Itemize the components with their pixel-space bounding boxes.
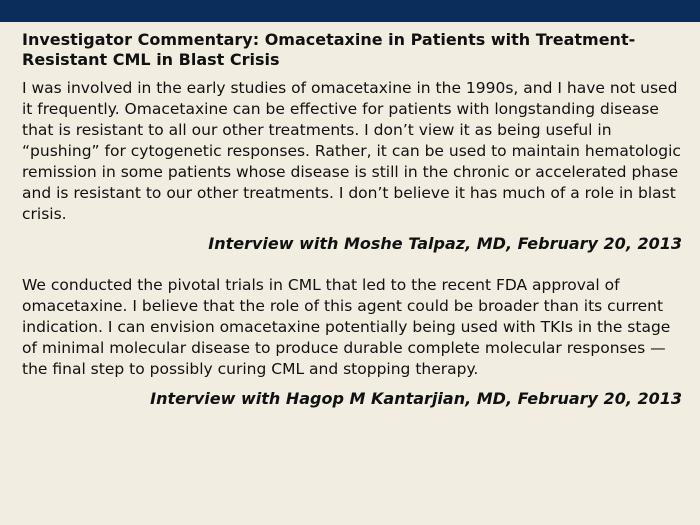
attribution-kantarjian: Interview with Hagop M Kantarjian, MD, February 20, 2013 (150, 389, 682, 408)
slide-content (22, 30, 682, 410)
section-divider (22, 255, 682, 275)
slide-title: Investigator Commentary: Omacetaxine in Patients with Treatment-Resistant CML in Blast Crisis (22, 30, 636, 69)
commentary-text-kantarjian: We conducted the pivotal trials in CML that led to the recent FDA approval of omacetaxine. I believe that the role of this agent could be broader than its current indication. I can envision omacetaxine potentially being used with TKIs in the stage of minimal molecular disease to produce durable complete molecular responses — the final step to possibly curing CML and stopping therapy. (22, 276, 671, 378)
commentary-text-talpaz: I was involved in the early studies of omacetaxine in the 1990s, and I have not used it frequently. Omacetaxine can be effective for patients with longstanding disease that is resistant to all our other treatments. I don’t view it as being useful in “pushing” for cytogenetic responses. Rather, it can be used to maintain hematologic remission in some patients whose disease is still in the chronic or accelerated phase and is resistant to our other treatments. I don’t believe it has much of a role in blast crisis. (22, 79, 681, 223)
header-bar (0, 0, 700, 22)
attribution-talpaz: Interview with Moshe Talpaz, MD, February 20, 2013 (208, 234, 682, 253)
